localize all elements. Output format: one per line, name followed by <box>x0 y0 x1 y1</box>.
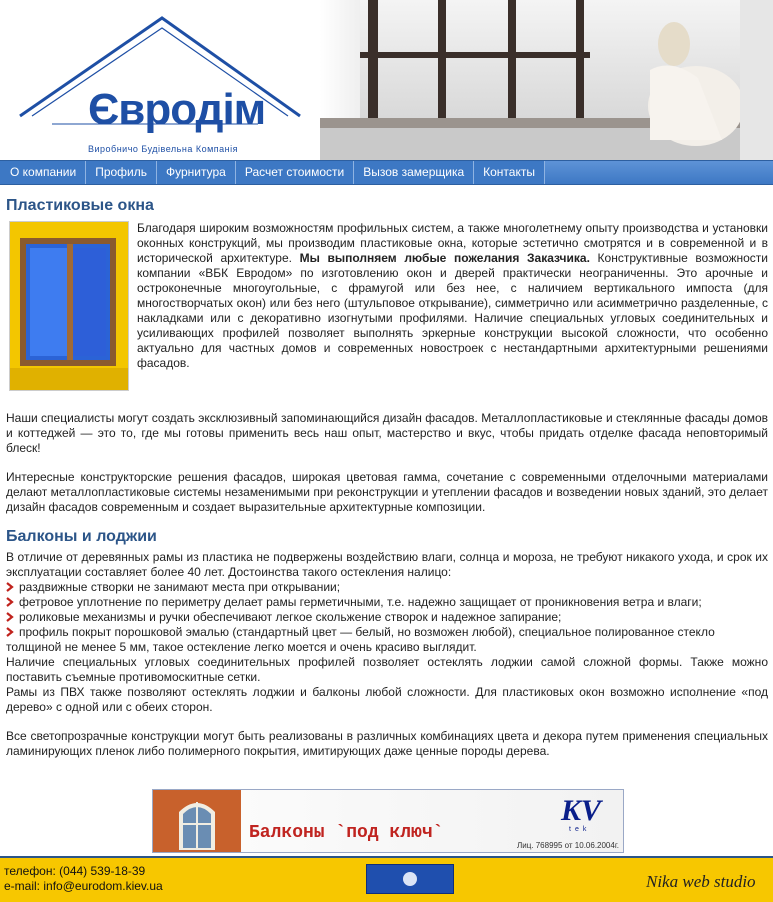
main-content <box>6 198 768 759</box>
balcony-paragraph-3: Рамы из ПВХ также позволяют остеклять лоджии и балконы любой сложности. Для пластиковых окон возможно исполнение «под дерево» с одной или с обеих сторон. <box>6 685 768 714</box>
plastic-window-image <box>9 221 129 391</box>
plastic-paragraph-3: Интересные конструкторские решения фасадов, широкая цветовая гамма, сочетание с современными отделочными материалами делают металлопластиковые системы незаменимыми при реконструкции и утеплении фасадов и возведении новых зданий, это делает дизайн фасадов современным и создает выразительные архитектурные композиции. <box>6 470 768 514</box>
balcony-advantages-list <box>6 580 768 655</box>
banner-logo: KV <box>561 794 602 827</box>
studio-credit[interactable]: Nika web studio <box>646 872 756 891</box>
list-item <box>6 595 768 610</box>
banner-house-image <box>153 790 241 852</box>
nav-item-price-calc[interactable]: Расчет стоимости <box>236 161 354 184</box>
list-item <box>6 580 768 595</box>
intro-text: Благодаря широким возможностям профильных систем, а также многолетнему опыту производства и установки оконных конструкций, мы производим пластиковые окна, которые эстетично смотрятся и в современной и в исторической архитектуре. <box>137 221 768 265</box>
footer-email-label: e-mail: <box>4 879 41 893</box>
banner-license: Лиц. 768995 от 10.06.2004г. <box>516 841 619 850</box>
woman-at-window-image <box>320 0 773 160</box>
chevron-right-icon <box>6 582 14 592</box>
site-logo[interactable] <box>18 12 308 152</box>
section-title-balconies: Балконы и лоджии <box>6 528 157 545</box>
chevron-right-icon <box>6 597 14 607</box>
hit-counter[interactable] <box>366 864 454 894</box>
intro-rest-text: Конструктивные возможности компании «ВБК Евродом» по изготовлению окон и дверей практически неограниченны. Это арочные и остроконечные многоугольные, с фрамугой или без нее, с наличием вертикального импоста (для многостворчатых окон) или без него (штульповое открывание), симметрично или асимметрично разделенные, с накладками или с декоративно изогнутыми профилями. Наличие специальных угловых соединительных и усиливающих профилей позволяет выполнять эркерные конструкции высокой сложности, что особенно актуально для частных домов и современных новостроек с нестандартными архитектурными решениями фасадов. <box>137 251 769 370</box>
list-item-text: профиль покрыт порошковой эмалью (стандартный цвет — белый, но возможен любой), специальное полированное стекло толщиной не менее 5 мм, такое остекление легко моется и очень красиво выглядит. <box>6 625 715 654</box>
balcony-paragraph-2: Наличие специальных угловых соединительных профилей позволяет остеклять лоджии самой сложной формы. Также можно поставить съемные противомоскитные сетки. <box>6 655 768 684</box>
footer-email-link[interactable]: info@eurodom.kiev.ua <box>43 879 163 893</box>
site-footer <box>0 856 773 902</box>
nav-item-about[interactable]: О компании <box>0 161 86 184</box>
counter-logo-icon <box>403 872 417 886</box>
main-nav <box>0 160 773 185</box>
list-item <box>6 625 768 655</box>
banner-logo-sub: tek <box>569 826 591 833</box>
intro-bold-text: Мы выполняем любые пожелания Заказчика. <box>299 251 590 265</box>
window-photo-icon <box>10 222 128 390</box>
nav-item-measurer-call[interactable]: Вызов замерщика <box>354 161 474 184</box>
arched-window-icon <box>153 790 241 852</box>
nav-item-hardware[interactable]: Фурнитура <box>157 161 236 184</box>
nav-filler <box>545 161 773 184</box>
list-item <box>6 610 768 625</box>
nav-item-contacts[interactable]: Контакты <box>474 161 545 184</box>
list-item-text: раздвижные створки не занимают места при открывании; <box>19 580 341 594</box>
kvtek-banner[interactable] <box>152 789 624 853</box>
list-item-text: роликовые механизмы и ручки обеспечивают легкое скольжение створок и надежное запирание; <box>19 610 562 624</box>
footer-email-row <box>4 879 163 894</box>
brand-name: Євродім <box>88 85 266 134</box>
footer-phone: телефон: (044) 539-18-39 <box>4 864 146 878</box>
brand-subtitle: Виробничо Будівельна Компанія <box>88 144 239 154</box>
chevron-right-icon <box>6 612 14 622</box>
chevron-right-icon <box>6 627 14 637</box>
footer-contacts <box>4 864 163 894</box>
nav-item-profile[interactable]: Профиль <box>86 161 157 184</box>
site-header <box>0 0 773 160</box>
section-title-plastic-windows: Пластиковые окна <box>6 197 154 214</box>
banner-slogan: Балконы `под ключ` <box>249 823 444 843</box>
balcony-paragraph-4: Все светопрозрачные конструкции могут быть реализованы в различных комбинациях цвета и декора путем применения специальных ламинирующих пленок либо полимерного покрытия, имитирующих даже ценные породы дерева. <box>6 729 768 758</box>
plastic-intro <box>6 221 768 397</box>
list-item-text: фетровое уплотнение по периметру делает рамы герметичными, т.е. надежно защищает от проникновения ветра и влаги; <box>19 595 702 609</box>
balcony-intro: В отличие от деревянных рамы из пластика не подвержены воздействию влаги, солнца и мороза, не требуют никакого ухода, и срок их эксплуатации составляет более 40 лет. Достоинства такого остекления налицо: <box>6 550 768 579</box>
header-photo <box>320 0 773 160</box>
plastic-paragraph-2: Наши специалисты могут создать эксклюзивный запоминающийся дизайн фасадов. Металлопластиковые и стеклянные фасады домов и коттеджей — это то, где мы готовы применить весь наш опыт, мастерство и вкус, чтобы придать отделке фасада неповторимый блеск! <box>6 411 768 455</box>
